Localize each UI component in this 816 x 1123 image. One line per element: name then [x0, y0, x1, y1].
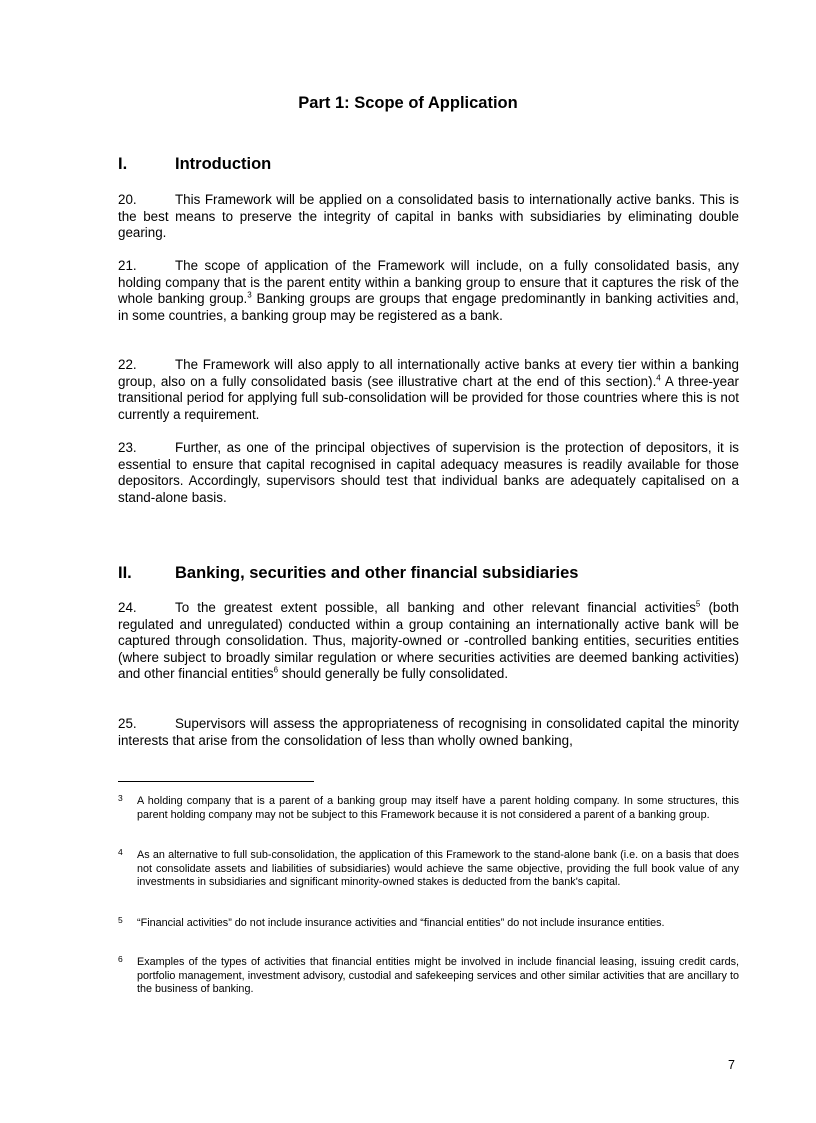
paragraph-number: 21.	[118, 258, 137, 273]
footnote-text: “Financial activities” do not include insurance activities and “financial entities” do not include insurance entities.	[137, 917, 665, 929]
footnote-5	[118, 917, 739, 931]
footnote-6	[118, 956, 739, 997]
paragraph-text-cont: A three-year transitional period for applying full sub-consolidation will be provided for those countries where this is not currently a requirement.	[118, 373, 739, 422]
paragraph-number: 20.	[118, 192, 137, 207]
paragraph-number: 22.	[118, 357, 137, 372]
footnote-ref-4[interactable]: 4	[656, 373, 661, 383]
paragraph-text: This Framework will be applied on a consolidated basis to internationally active banks. This is the best means to preserve the integrity of capital in banks with subsidiaries by eliminating double gearing.	[118, 192, 739, 241]
paragraph-number: 25.	[118, 716, 137, 731]
paragraph-text: To the greatest extent possible, all banking and other relevant financial activities	[175, 600, 696, 615]
paragraph-text-cont: (both regulated and unregulated) conducted within a group containing an internationally active bank will be captured through consolidation. Thus, majority-owned or -controlled banking entities, securities entities (where subject to broadly similar regulation or where securities activities are deemed banking activities) and other financial entities	[118, 600, 739, 682]
paragraph-22	[118, 357, 739, 423]
paragraph-text: The Framework will also apply to all internationally active banks at every tier within a banking group, also on a fully consolidated basis (see illustrative chart at the end of this section).	[118, 357, 739, 389]
paragraph-20	[118, 192, 739, 242]
footnote-text: A holding company that is a parent of a banking group may itself have a parent holding company. In some structures, this parent holding company may not be subject to this Framework because it is not considered a parent of a banking group.	[137, 795, 739, 821]
page-title: Part 1: Scope of Application	[298, 94, 518, 112]
footnote-number: 5	[118, 915, 123, 925]
footnote-text: As an alternative to full sub-consolidation, the application of this Framework to the stand-alone bank (i.e. on a basis that does not consolidate assets and liabilities of subsidiaries) would achieve the same objective, providing the full book value of any investments in subsidiaries and significant minority-owned stakes is deducted from the bank's capital.	[137, 849, 739, 889]
section-title: Introduction	[175, 155, 272, 173]
paragraph-number: 23.	[118, 440, 137, 455]
paragraph-text: The scope of application of the Framework will include, on a fully consolidated basis, any holding company that is the parent entity within a banking group to ensure that it captures the risk of the whole banking group.	[118, 258, 739, 307]
paragraph-24	[118, 600, 739, 683]
section-number: II.	[118, 564, 132, 582]
footnote-ref-5[interactable]: 5	[695, 599, 701, 609]
paragraph-text: Further, as one of the principal objectives of supervision is the protection of depositors, it is essential to ensure that capital recognised in capital adequacy measures is readily available for those depositors. Accordingly, supervisors should test that individual banks are adequately capitalised on a stand-alone basis.	[118, 440, 739, 505]
section-number: I.	[118, 155, 128, 173]
paragraph-25	[118, 716, 739, 749]
paragraph-text-end: should generally be fully consolidated.	[278, 666, 509, 682]
paragraph-text-cont: Banking groups are groups that engage predominantly in banking activities and, in some countries, a banking group may be registered as a bank.	[118, 291, 739, 323]
footnote-number: 3	[118, 793, 123, 803]
section-heading-introduction	[118, 155, 271, 174]
page-number: 7	[728, 1058, 735, 1072]
footnote-3	[118, 795, 739, 822]
footnote-number: 4	[118, 847, 123, 857]
footnote-ref-3[interactable]: 3	[247, 290, 252, 300]
paragraph-text: Supervisors will assess the appropriateness of recognising in consolidated capital the minority interests that arise from the consolidation of less than wholly owned banking,	[118, 716, 739, 748]
footnote-text: Examples of the types of activities that financial entities might be involved in include financial leasing, issuing credit cards, portfolio management, investment advisory, custodial and safekeeping services and other similar activities that are ancillary to the business of banking.	[137, 956, 739, 996]
paragraph-number: 24.	[118, 600, 137, 615]
paragraph-21	[118, 258, 739, 324]
paragraph-23	[118, 440, 739, 506]
section-title: Banking, securities and other financial subsidiaries	[175, 564, 579, 582]
footnote-4	[118, 849, 739, 890]
footnote-ref-6[interactable]: 6	[273, 665, 279, 675]
section-heading-banking-securities	[118, 564, 578, 583]
footnote-number: 6	[118, 954, 123, 964]
footnote-separator	[118, 781, 314, 782]
